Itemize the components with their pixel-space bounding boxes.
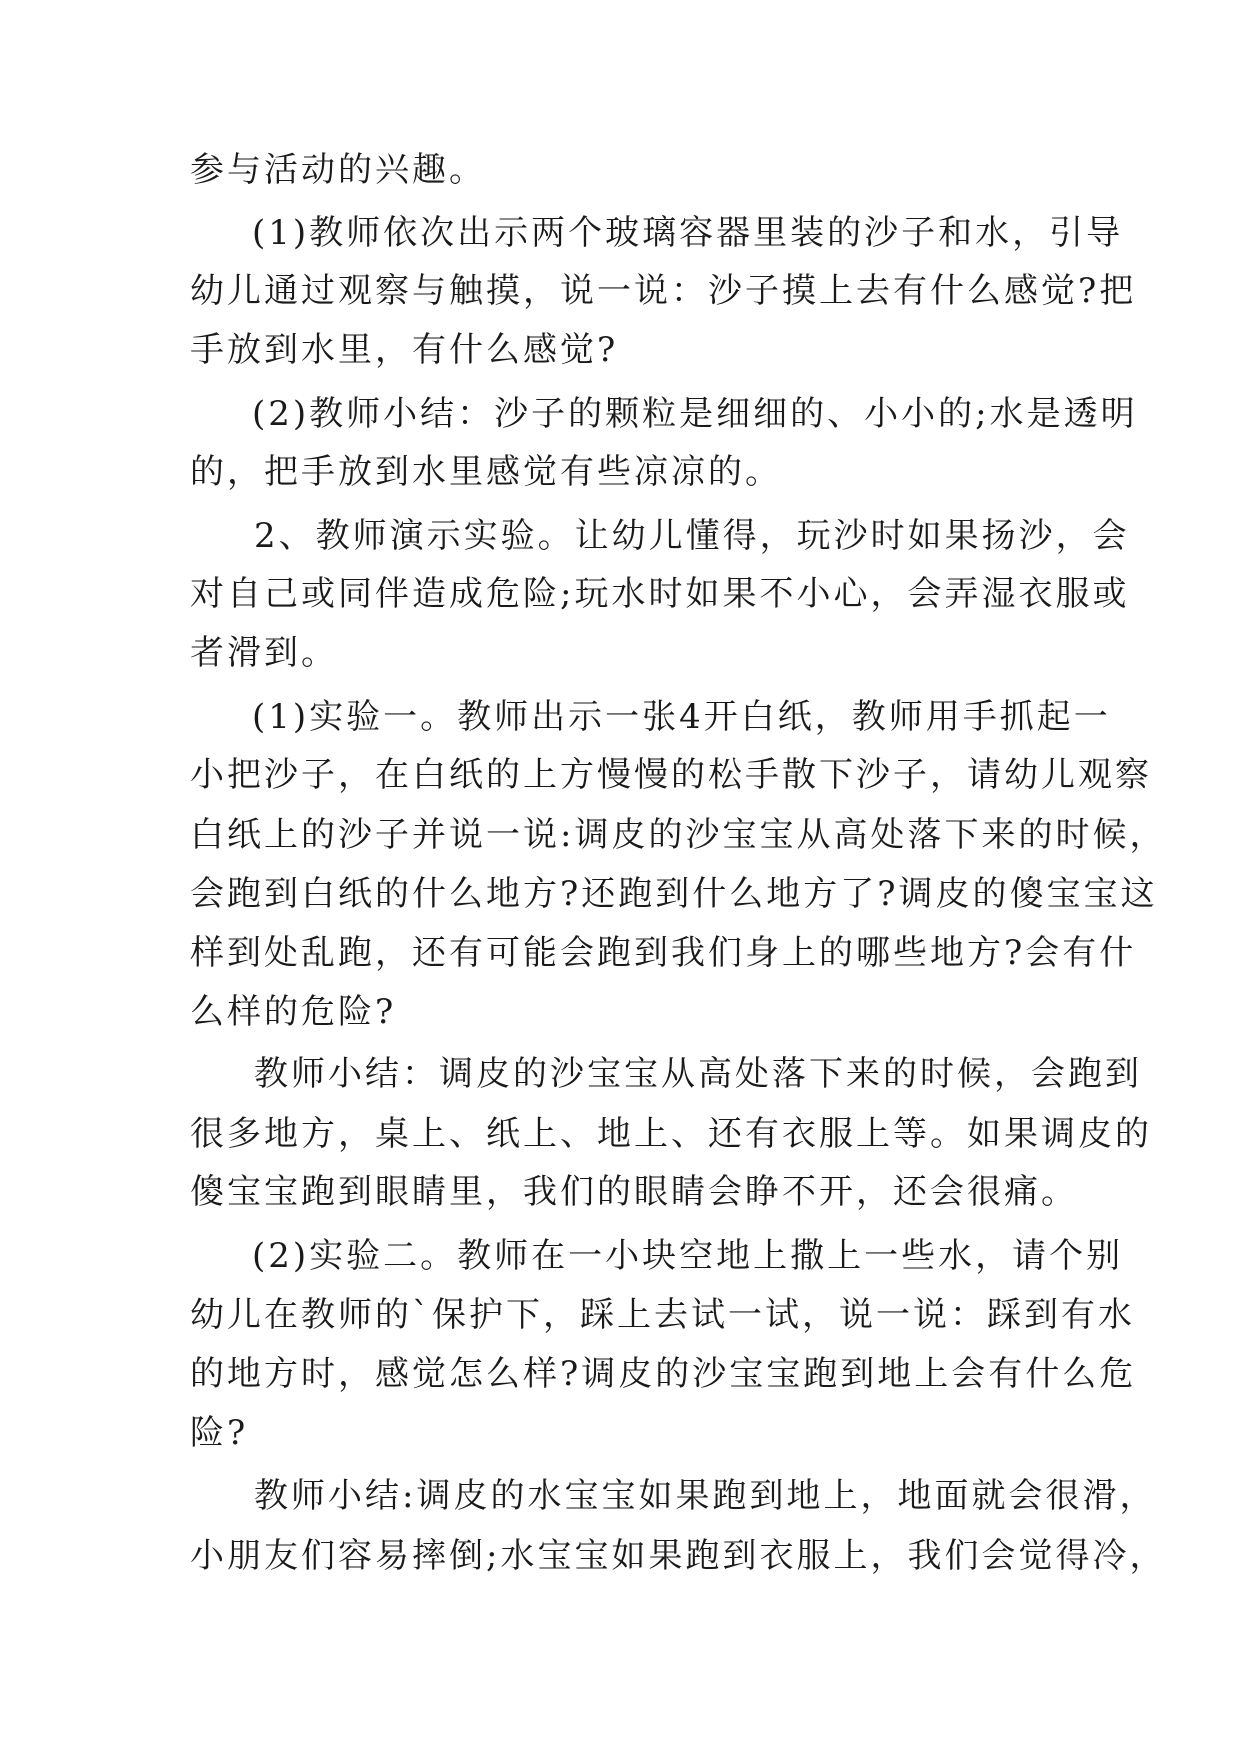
text-line: 幼儿通过观察与触摸，说一说：沙子摸上去有什么感觉?把 [190,271,1137,311]
text-line: 样到处乱跑，还有可能会跑到我们身上的哪些地方?会有什 [190,933,1137,973]
text-line: 白纸上的沙子并说一说:调皮的沙宝宝从高处落下来的时候， [190,815,1167,855]
text-line: 者滑到。 [190,633,338,673]
text-line: (1)实验一。教师出示一张4开白纸，教师用手抓起一 [252,697,1111,737]
text-line: (1)教师依次出示两个玻璃容器里装的沙子和水，引导 [252,213,1124,253]
text-line: 手放到水里，有什么感觉? [190,330,619,370]
text-line: 小把沙子，在白纸的上方慢慢的松手散下沙子，请幼儿观察 [190,755,1152,795]
text-line: 参与活动的兴趣。 [190,150,486,190]
text-line: (2)实验二。教师在一小块空地上撒上一些水，请个别 [252,1236,1124,1276]
text-line: 对自己或同伴造成危险;玩水时如果不小心，会弄湿衣服或 [190,574,1130,614]
text-line: 会跑到白纸的什么地方?还跑到什么地方了?调皮的傻宝宝这 [190,874,1158,914]
text-line: 小朋友们容易摔倒;水宝宝如果跑到衣服上，我们会觉得冷， [190,1536,1167,1576]
text-line: 的地方时，感觉怎么样?调皮的沙宝宝跑到地上会有什么危 [190,1354,1137,1394]
text-line: 么样的危险? [190,992,397,1032]
text-line: 幼儿在教师的`保护下，踩上去试一试，说一说：踩到有水 [190,1295,1135,1335]
text-line: (2)教师小结：沙子的颗粒是细细的、小小的;水是透明 [252,394,1138,434]
text-line: 2、教师演示实验。让幼儿懂得，玩沙时如果扬沙，会 [254,516,1130,556]
text-line: 教师小结:调皮的水宝宝如果跑到地上，地面就会很滑， [254,1476,1157,1516]
text-line: 很多地方，桌上、纸上、地上、还有衣服上等。如果调皮的 [190,1114,1152,1154]
text-line: 教师小结：调皮的沙宝宝从高处落下来的时候，会跑到 [254,1054,1142,1094]
text-line: 傻宝宝跑到眼睛里，我们的眼睛会睁不开，还会很痛。 [190,1172,1078,1212]
text-line: 险? [190,1413,249,1453]
text-line: 的，把手放到水里感觉有些凉凉的。 [190,452,782,492]
